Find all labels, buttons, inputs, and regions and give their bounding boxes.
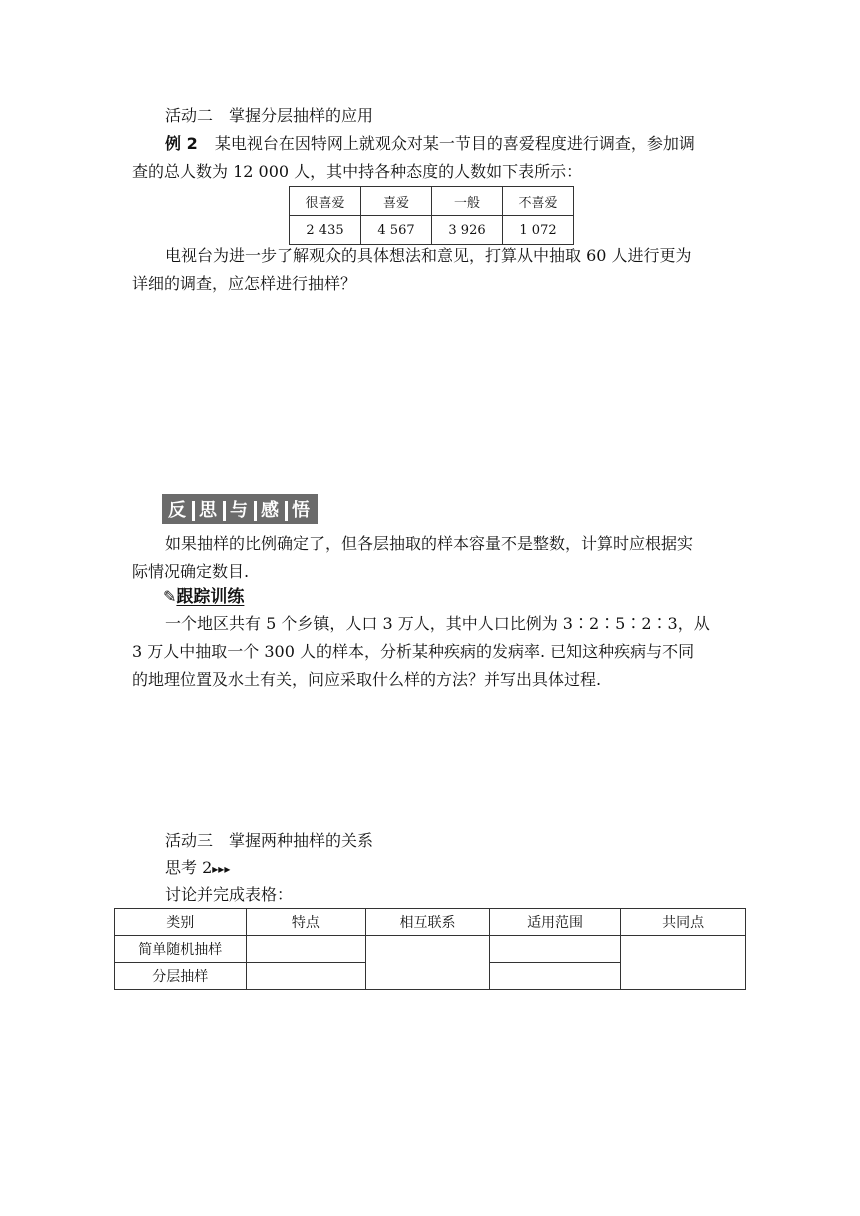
question-line-1: 电视台为进一步了解观众的具体想法和意见，打算从中抽取 60 人进行更为: [165, 246, 692, 265]
table-cell: 4 567: [361, 216, 432, 245]
example-label: 例 2: [165, 134, 198, 153]
banner-char: 感: [261, 500, 281, 521]
row-label: 简单随机抽样: [115, 936, 247, 963]
attitude-table-value-row: [290, 216, 574, 245]
table-row: [115, 936, 746, 963]
table-header-cell: 适用范围: [489, 909, 621, 936]
reflection-line-2: 际情况确定数目.: [132, 562, 250, 581]
reflection-line-1: 如果抽样的比例确定了，但各层抽取的样本容量不是整数，计算时应根据实: [165, 534, 694, 553]
training-heading: [163, 585, 244, 609]
blank-cell[interactable]: [246, 963, 366, 990]
comparison-table: [114, 908, 746, 990]
reflection-banner: [162, 494, 318, 524]
blank-cell[interactable]: [489, 936, 621, 963]
table-cell: 1 072: [503, 216, 574, 245]
attitude-table: [289, 186, 574, 245]
pencil-icon: ✎: [163, 587, 177, 606]
banner-divider: [285, 501, 288, 521]
training-line-3: 的地理位置及水土有关，问应采取什么样的方法？并写出具体过程.: [132, 670, 602, 689]
blank-cell-merged[interactable]: [621, 936, 746, 990]
training-title: 跟踪训练: [176, 587, 245, 607]
think-text: 思考 2: [165, 858, 213, 877]
training-line-1: 一个地区共有 5 个乡镇，人口 3 万人，其中人口比例为 3∶2∶5∶2∶3，从: [165, 614, 710, 633]
table-header-cell: 很喜爱: [290, 187, 361, 216]
table-header-cell: 不喜爱: [503, 187, 574, 216]
row-label: 分层抽样: [115, 963, 247, 990]
table-header-cell: 一般: [432, 187, 503, 216]
table-header-cell: 特点: [246, 909, 366, 936]
banner-divider: [192, 501, 195, 521]
table-cell: 2 435: [290, 216, 361, 245]
example-line-2: 查的总人数为 12 000 人，其中持各种态度的人数如下表所示：: [132, 162, 583, 181]
training-line-2: 3 万人中抽取一个 300 人的样本，分析某种疾病的发病率. 已知这种疾病与不同: [132, 642, 695, 661]
banner-char: 思: [199, 500, 219, 521]
question-line-2: 详细的调查，应怎样进行抽样？: [132, 274, 357, 293]
banner-char: 与: [230, 500, 250, 521]
example-text-1: 某电视台在因特网上就观众对某一节目的喜爱程度进行调查，参加调: [214, 134, 695, 153]
banner-char: 反: [168, 500, 188, 521]
banner-divider: [223, 501, 226, 521]
comparison-header-row: [115, 909, 746, 936]
table-header-cell: 类别: [115, 909, 247, 936]
example-line-1: [165, 132, 695, 156]
banner-divider: [254, 501, 257, 521]
reflection-banner-box: [162, 494, 318, 524]
activity2-title: 活动二 掌握分层抽样的应用: [165, 106, 374, 125]
table-cell: 3 926: [432, 216, 503, 245]
table-header-cell: 共同点: [621, 909, 746, 936]
blank-cell[interactable]: [246, 936, 366, 963]
banner-char: 悟: [292, 500, 312, 521]
activity3-title: 活动三 掌握两种抽样的关系: [165, 831, 374, 850]
blank-cell-merged[interactable]: [366, 936, 490, 990]
arrow-icon: ▸▸▸: [212, 862, 231, 876]
blank-cell[interactable]: [489, 963, 621, 990]
think-label: [165, 856, 230, 881]
table-header-cell: 相互联系: [366, 909, 490, 936]
table-prompt: 讨论并完成表格：: [165, 885, 294, 904]
attitude-table-header-row: [290, 187, 574, 216]
table-header-cell: 喜爱: [361, 187, 432, 216]
